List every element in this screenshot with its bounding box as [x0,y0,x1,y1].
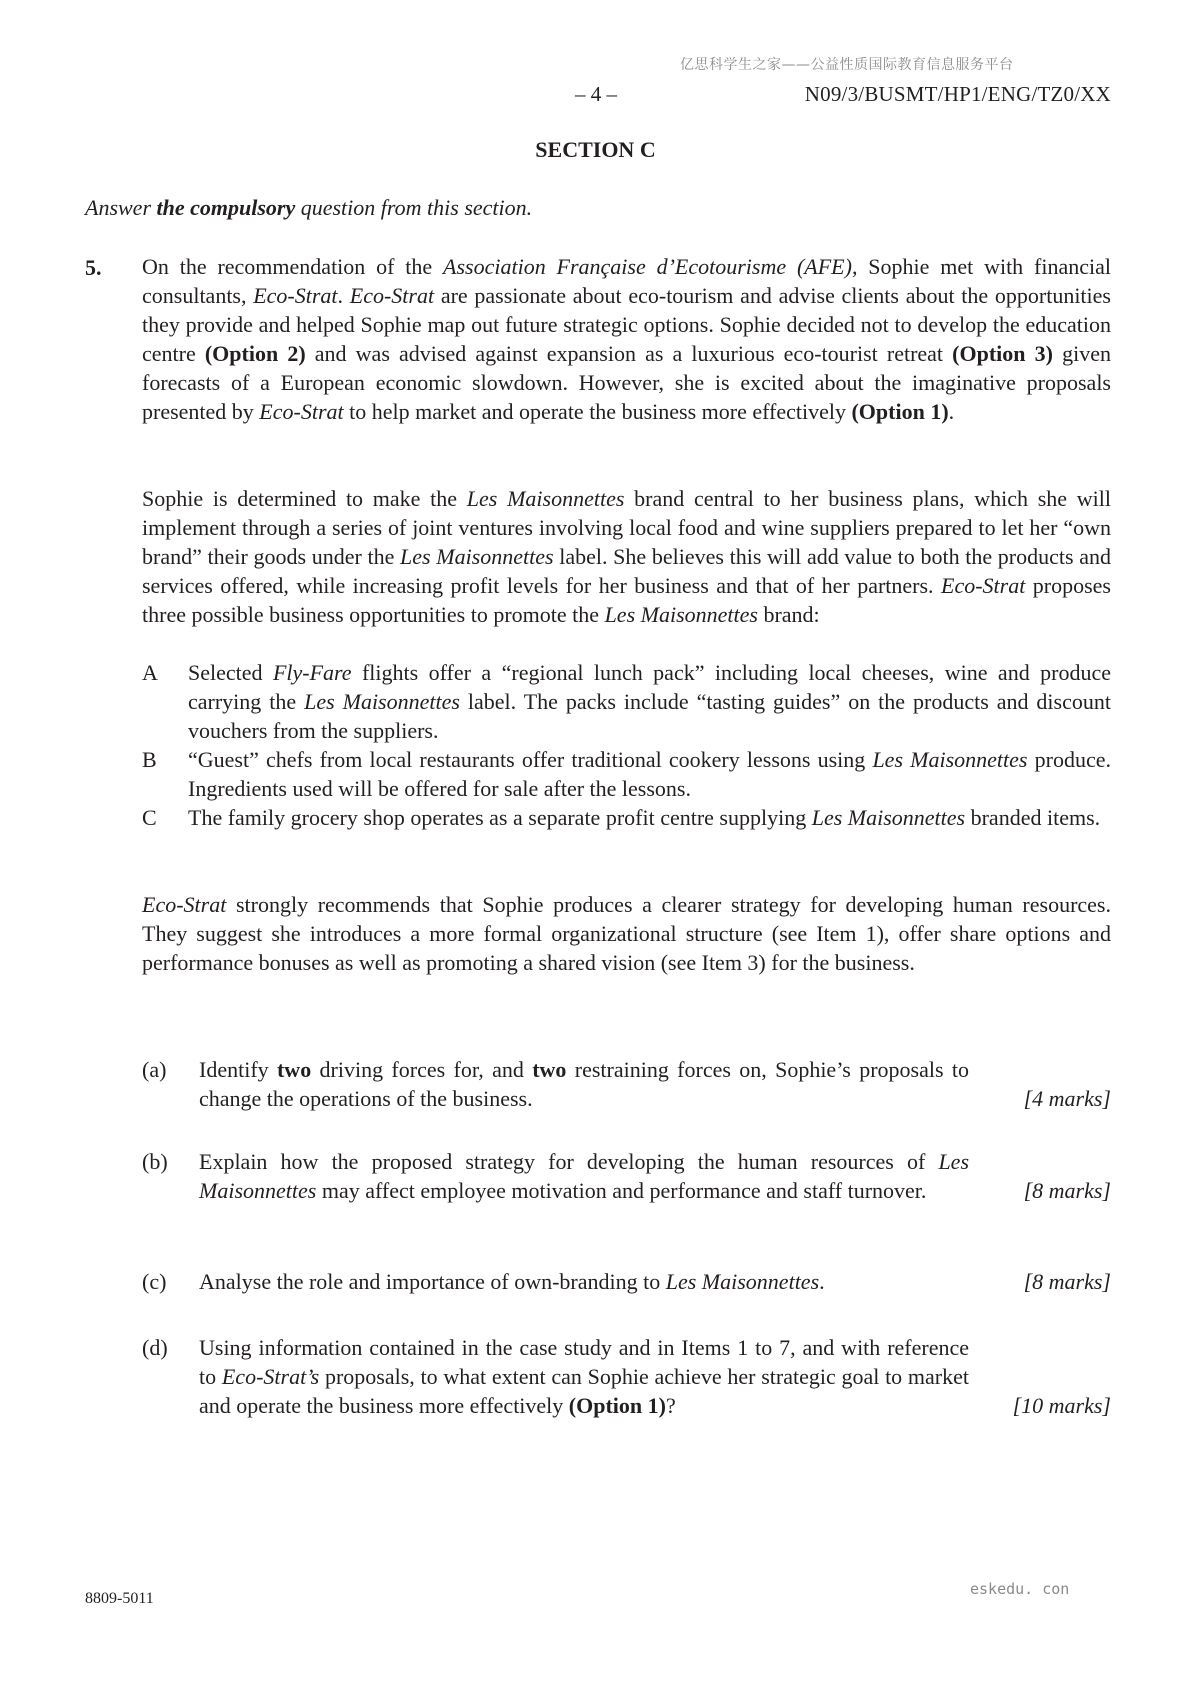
text: branded items. [965,805,1101,830]
text: proposals, to what extent can Sophie achieve her strategic goal to market and operate the business more effectively [199,1364,969,1418]
paragraph-3 [142,890,1111,977]
subquestion-d [142,1333,1111,1420]
subquestion-c [142,1267,1111,1296]
footer-code: 8809-5011 [85,1590,154,1607]
text: ? [665,1393,676,1418]
subquestion-label: (c) [142,1269,167,1294]
text: . [948,399,955,424]
text: proposes three possible business opportunities to promote the [142,573,1111,627]
text: . [337,283,350,308]
text: Selected [188,660,273,685]
text: Fly-Fare [272,660,352,685]
list-text [188,745,1111,803]
text: produce. Ingredients used will be offered for sale after the lessons. [188,747,1111,801]
text: are passionate about eco-tourism and advise clients about the opportunities they provide and helped Sophie map out future strategic options. Sophie decided not to develop the education centre [142,283,1111,366]
subquestion-text [199,1333,969,1420]
question-number: 5. [85,255,102,280]
marks: [8 marks] [1023,1178,1111,1203]
watermark-text: 亿思科学生之家——公益性质国际教育信息服务平台 [680,57,1014,73]
text: The family grocery shop operates as a separate profit centre supplying [188,805,812,830]
section-title: SECTION C [535,137,656,162]
paragraph-1 [142,252,1111,426]
text: Les Maisonnettes [811,805,966,830]
text: Les Maisonnettes [400,544,554,569]
text: restraining forces on, Sophie’s proposals to change the operations of the business. [199,1057,969,1111]
text: Les Maisonnettes [304,689,460,714]
text: brand central to her business plans, which she will implement through a series of joint ventures involving local food and wine suppliers prepared to let her “own brand” their goods under the [142,486,1111,569]
subquestion-a [142,1055,1111,1113]
section-instruction [85,195,532,221]
marks: [4 marks] [1023,1086,1111,1111]
text: two [532,1057,567,1082]
page-number: – 4 – [575,82,617,106]
text: strongly recommends that Sophie produces a clearer strategy for developing human resources. They suggest she introduces a more formal organizational structure (see Item 1), offer share options and performance bonuses as well as promoting a shared vision (see Item 3) for the business. [142,892,1111,975]
subquestion-text [199,1147,969,1205]
subquestion-text [199,1267,969,1296]
text: Les Maisonnettes [466,486,625,511]
text: Eco-Strat [259,399,344,424]
text: (Option 1) [851,399,949,424]
text: Identify [199,1057,277,1082]
footer-watermark: eskedu. con [970,1580,1070,1598]
text: (Option 2) [204,341,306,366]
text: Association Française d’Ecotourisme (AFE) [443,254,852,279]
text: Les Maisonnettes [872,747,1028,772]
text: , Sophie met with financial consultants, [142,254,1111,308]
text: Eco-Strat [349,283,435,308]
subquestion-text [199,1055,969,1113]
marks: [10 marks] [1012,1393,1111,1418]
paragraph-2 [142,484,1111,629]
text: Eco-Strat [142,892,227,917]
text: flights offer a “regional lunch pack” including local cheeses, wine and produce carrying the [188,660,1111,714]
text: two [276,1057,312,1082]
list-letter: B [142,747,157,772]
text: given forecasts of a European economic slowdown. However, she is excited about the imaginative proposals presented by [142,341,1111,424]
text: Explain how the proposed strategy for developing the human resources of [199,1149,939,1174]
list-letter: C [142,805,157,830]
text: “Guest” chefs from local restaurants offer traditional cookery lessons using [188,747,873,772]
subquestion-label: (b) [142,1149,168,1174]
text: Eco-Strat [253,283,338,308]
list-letter: A [142,660,158,685]
text: Eco-Strat’s [221,1364,320,1389]
subquestion-label: (a) [142,1057,167,1082]
instruction-bold: the compulsory [156,195,296,220]
list-item [142,803,1111,832]
instruction-pre: Answer [85,195,157,220]
text: (Option 3) [952,341,1053,366]
list-text [188,803,1111,832]
text: Les Maisonnettes [604,602,758,627]
text: Eco-Strat [941,573,1026,598]
text: may affect employee motivation and performance and staff turnover. [316,1178,927,1203]
text: (Option 1) [568,1393,666,1418]
list-text [188,658,1111,745]
text: driving forces for, and [311,1057,533,1082]
text: Using information contained in the case study and in Items 1 to 7, and with reference to [199,1335,969,1389]
text: label. She believes this will add value to both the products and services offered, while increasing profit levels for her business and that of her partners. [142,544,1111,598]
text: label. The packs include “tasting guides” on the products and discount vouchers from the suppliers. [188,689,1111,743]
marks: [8 marks] [1023,1269,1111,1294]
text: Sophie is determined to make the [142,486,467,511]
text: and was advised against expansion as a luxurious eco-tourist retreat [305,341,953,366]
text: On the recommendation of the [142,254,444,279]
text: brand: [757,602,820,627]
exam-code: N09/3/BUSMT/HP1/ENG/TZ0/XX [804,82,1111,106]
subquestion-b [142,1147,1111,1205]
list-item [142,745,1111,803]
text: Analyse the role and importance of own-branding to [199,1269,666,1294]
text: Les Maisonnettes [665,1269,820,1294]
subquestion-label: (d) [142,1335,168,1360]
text: to help market and operate the business more effectively [343,399,852,424]
text: . [819,1269,825,1294]
list-item [142,658,1111,745]
text: Les Maisonnettes [199,1149,969,1203]
instruction-post: question from this section. [295,195,533,220]
